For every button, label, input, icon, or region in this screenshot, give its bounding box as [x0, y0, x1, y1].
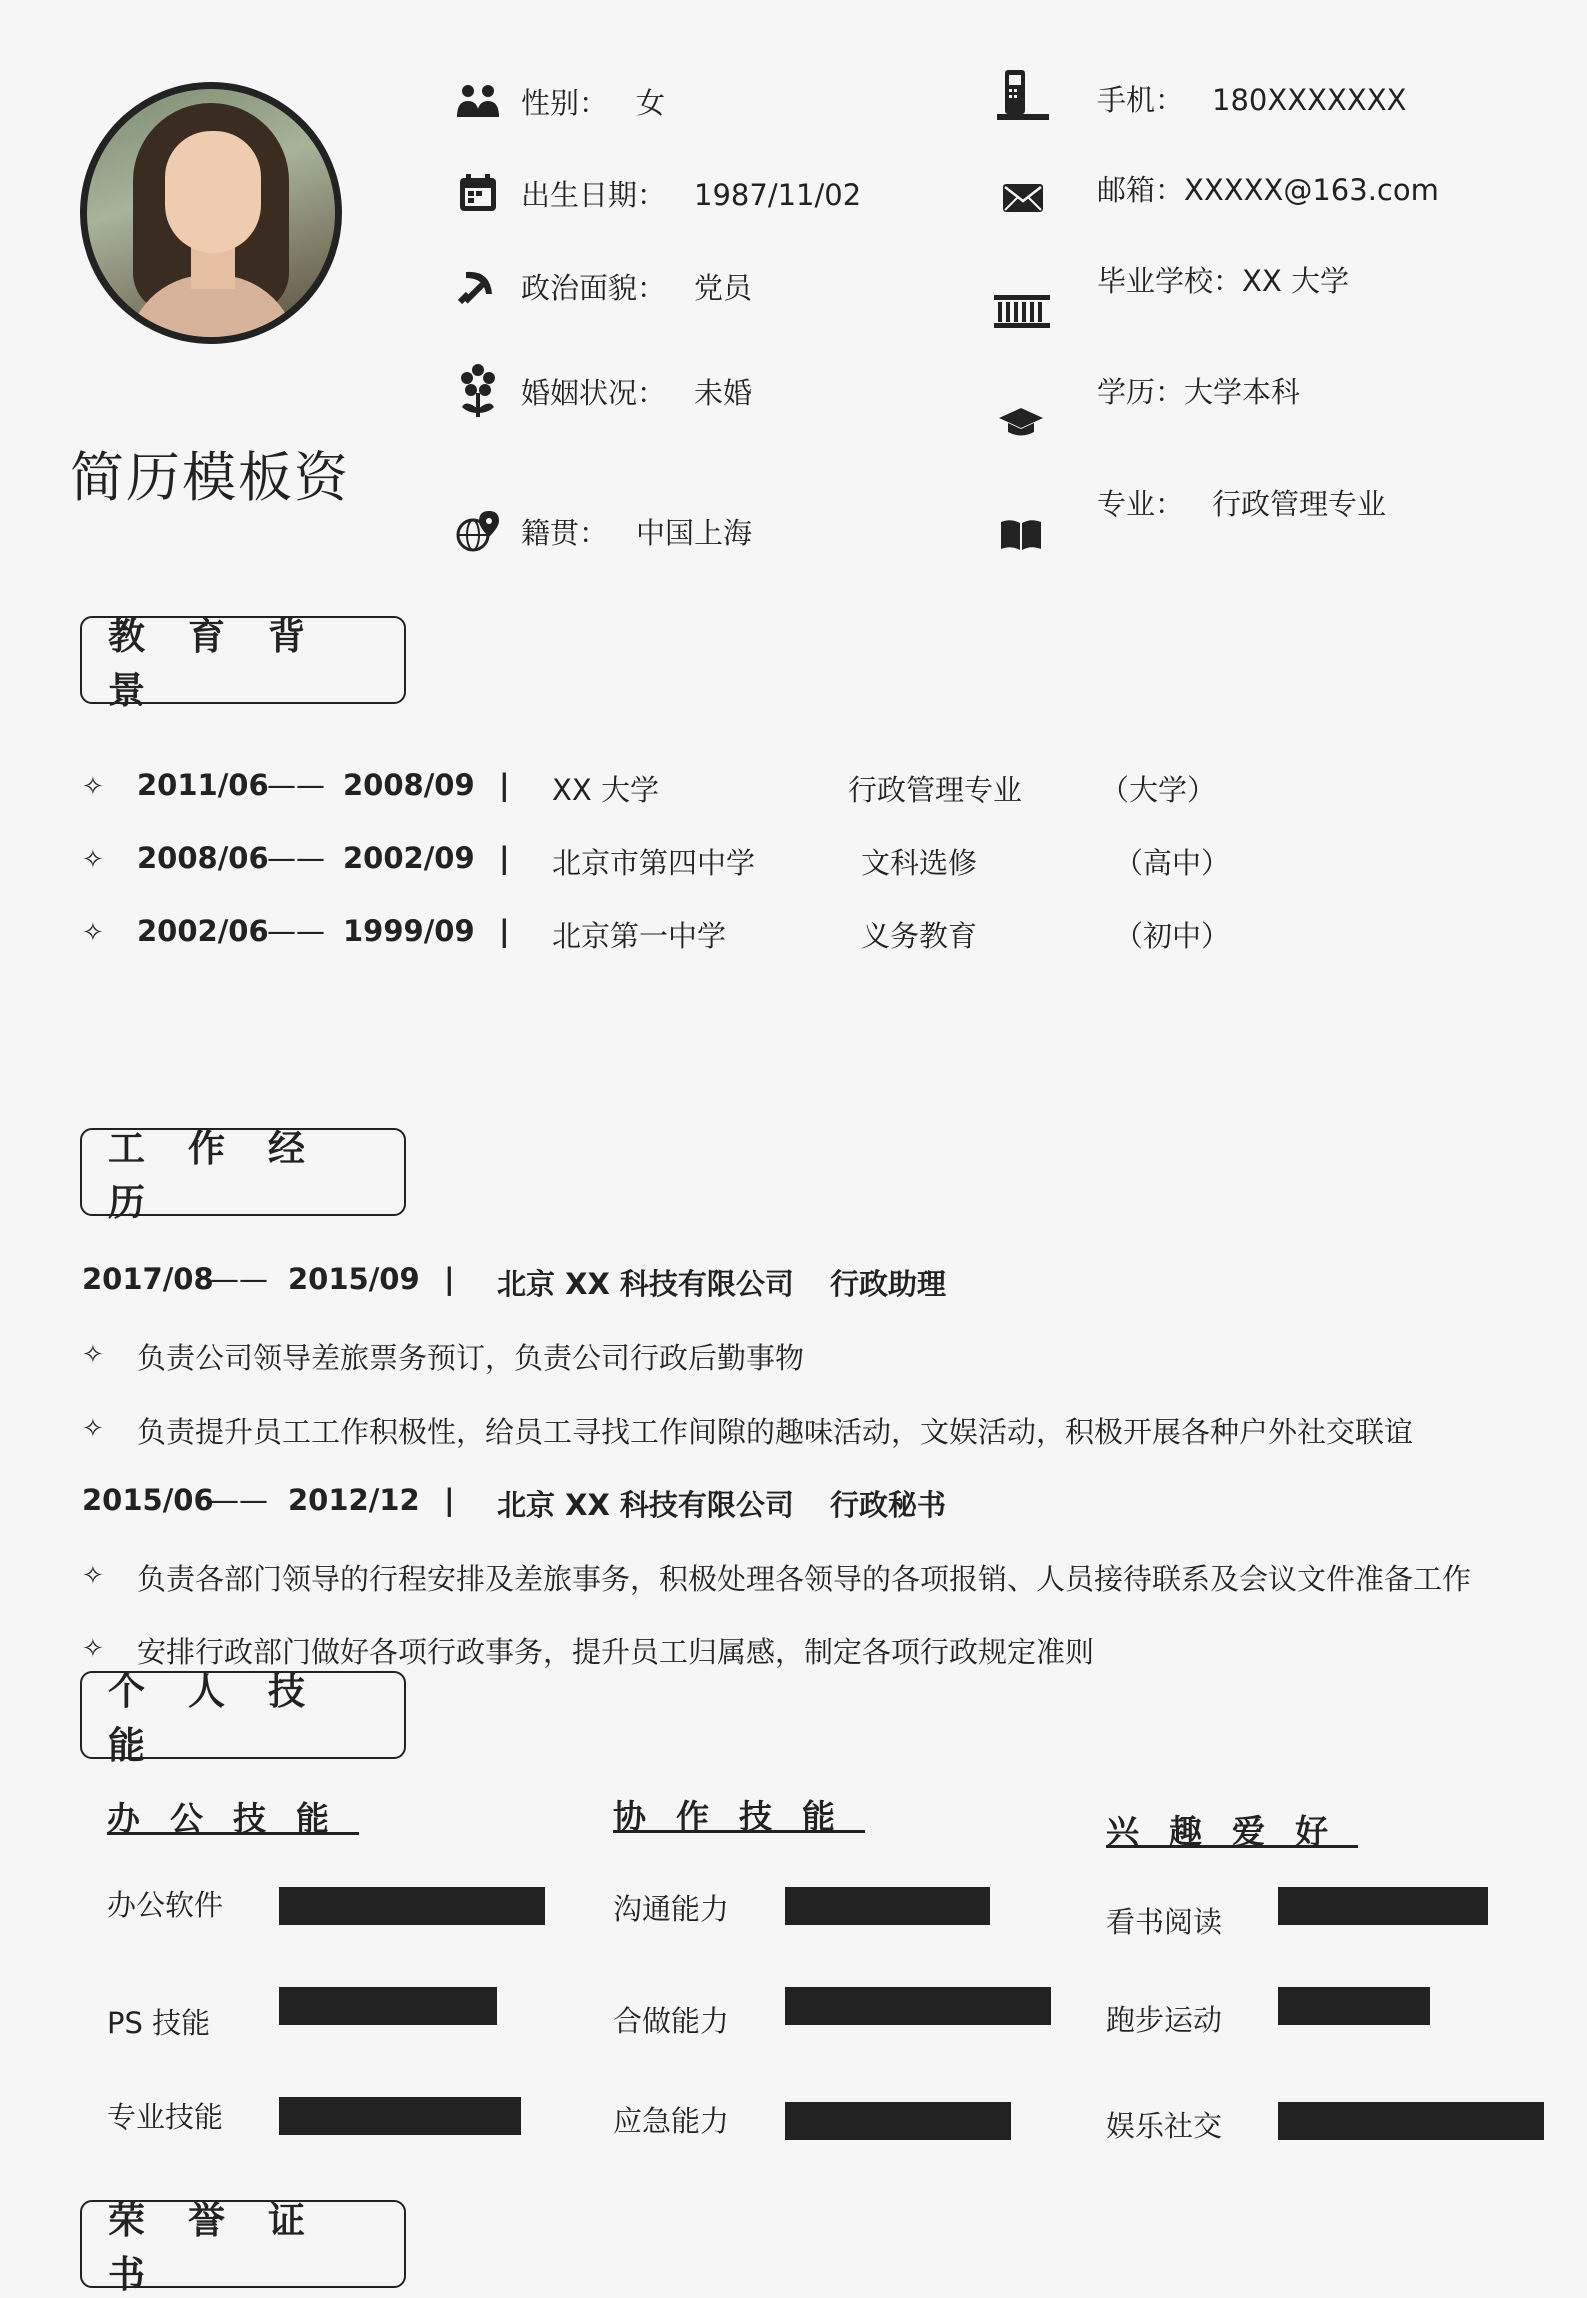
work-entry-header: 2017/08 —— 2015/09 | 北京 XX 科技有限公司 行政助理: [82, 1262, 947, 1301]
info-school: [992, 288, 1052, 334]
skill-level-bar: [1278, 1987, 1430, 2025]
work-entry-header: 2015/06 —— 2012/12 | 北京 XX 科技有限公司 行政秘书: [82, 1483, 947, 1522]
skill-label: 娱乐社交: [1106, 2109, 1223, 2143]
work-duty-item: ✧ 负责提升员工工作积极性，给员工寻找工作间隙的趣味活动，文娱活动，积极开展各种户外社交联谊: [82, 1414, 1414, 1449]
skill-level-bar: [279, 1987, 497, 2025]
phone-icon: [995, 68, 1051, 124]
section-education-header: 教育背景: [80, 616, 406, 704]
section-work-header: 工作经历: [80, 1128, 406, 1216]
info-phone: [995, 68, 1051, 124]
info-degree: [998, 400, 1044, 446]
education-row: ✧ 2011/06 —— 2008/09 | XX 大学 行政管理专业 （大学）: [82, 768, 1217, 807]
book-icon: [998, 512, 1044, 558]
info-major: [998, 512, 1044, 558]
info-major-text: 专业： 行政管理专业: [1097, 487, 1387, 521]
calendar-icon: [455, 170, 501, 216]
skill-level-bar: [279, 2097, 521, 2135]
info-politics: 政治面貌： 党员: [455, 263, 752, 309]
skill-level-bar: [785, 2102, 1011, 2140]
work-duty-item: ✧ 负责公司领导差旅票务预订，负责公司行政后勤事物: [82, 1340, 805, 1375]
info-marriage: 婚姻状况： 未婚: [455, 368, 752, 414]
skill-level-bar: [279, 1887, 545, 1925]
skill-level-bar: [785, 1887, 990, 1925]
mail-icon: [1000, 175, 1046, 221]
skill-group-title: 兴趣爱好: [1106, 1812, 1358, 1851]
school-building-icon: [992, 288, 1052, 334]
skill-label: 看书阅读: [1106, 1905, 1223, 1939]
avatar-photo: [80, 82, 342, 344]
skill-label: 沟通能力: [613, 1892, 730, 1926]
skill-group-title: 协作技能: [613, 1797, 865, 1836]
skill-level-bar: [1278, 1887, 1488, 1925]
skill-label: 办公软件: [107, 1888, 224, 1922]
info-phone-text: 手机： 180XXXXXXX: [1097, 83, 1407, 117]
skill-label: 合做能力: [613, 2004, 730, 2038]
info-gender: 性别： 女: [455, 78, 665, 124]
skill-label: PS 技能: [107, 2006, 211, 2040]
info-degree-text: 学历：大学本科: [1097, 375, 1301, 409]
education-row: ✧ 2002/06 —— 1999/09 | 北京第一中学 义务教育 （初中）: [82, 914, 1231, 953]
globe-pin-icon: [455, 508, 501, 554]
section-skills-header: 个人技能: [80, 1671, 406, 1759]
skill-group-title: 办公技能: [107, 1799, 359, 1838]
work-duty-item: ✧ 负责各部门领导的行程安排及差旅事务，积极处理各领导的各项报销、人员接待联系及会议文件准备工作: [82, 1561, 1472, 1596]
work-duty-item: ✧ 安排行政部门做好各项行政事务，提升员工归属感，制定各项行政规定准则: [82, 1634, 1095, 1669]
graduation-cap-icon: [998, 400, 1044, 446]
party-emblem-icon: [455, 263, 501, 309]
info-mail: [1000, 175, 1046, 221]
skill-level-bar: [1278, 2102, 1544, 2140]
skill-label: 跑步运动: [1106, 2003, 1223, 2037]
info-school-text: 毕业学校：XX 大学: [1097, 264, 1349, 298]
skill-level-bar: [785, 1987, 1051, 2025]
section-certificates-header: 荣誉证书: [80, 2200, 406, 2288]
gender-icon: [455, 78, 501, 124]
info-birth: 出生日期： 1987/11/02: [455, 170, 861, 216]
flower-icon: [455, 368, 501, 414]
info-mail-text: 邮箱：XXXXX@163.com: [1097, 173, 1439, 207]
info-hometown: 籍贯： 中国上海: [455, 508, 752, 554]
education-row: ✧ 2008/06 —— 2002/09 | 北京市第四中学 文科选修 （高中）: [82, 841, 1231, 880]
skill-label: 应急能力: [613, 2104, 730, 2138]
skill-label: 专业技能: [107, 2100, 224, 2134]
resume-title: 简历模板资: [70, 446, 350, 509]
